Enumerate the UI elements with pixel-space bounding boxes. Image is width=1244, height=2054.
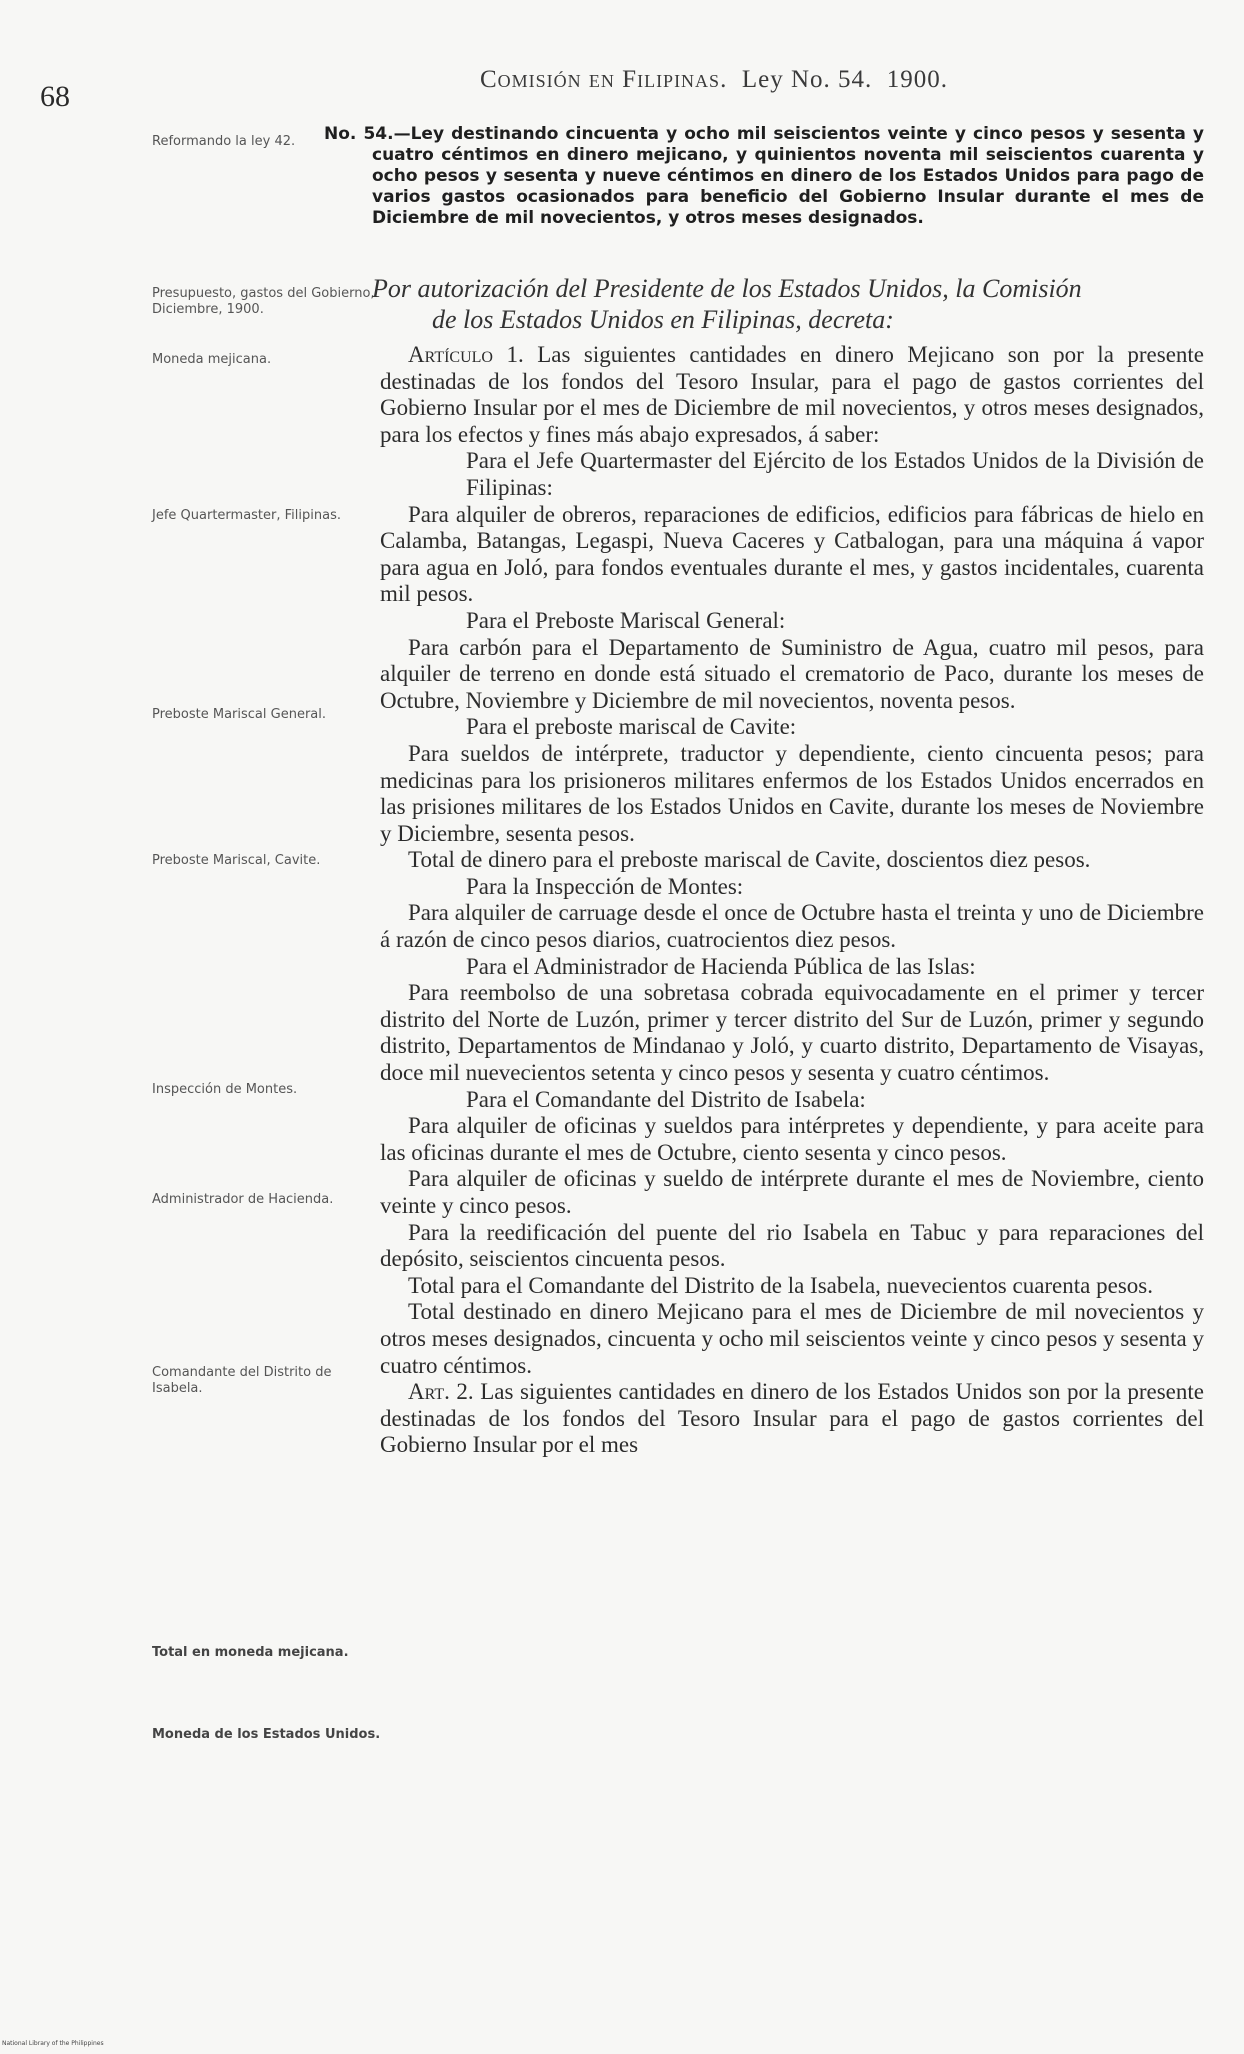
library-imprint: National Library of the Philippines — [2, 2040, 104, 2047]
article-2-label: Art. 2. — [408, 1379, 474, 1405]
article-1-label: Artículo 1. — [408, 342, 524, 367]
page-number: 68 — [40, 80, 70, 113]
margin-note-comandante-isabela: Comandante del Distrito de Isabela. — [152, 1365, 332, 1396]
jefe-heading: Para el Jefe Quartermaster del Ejército de los Estados Unidos de la División de Filipinas: — [466, 448, 1204, 500]
preboste-cavite-total: Total de dinero para el preboste mariscal de Cavite, doscientos diez pesos. — [408, 847, 1091, 873]
isabela-text-1: Para alquiler de oficinas y sueldos para intérpretes y dependiente, y para aceite para las oficinas durante el mes de Octubre, ciento sesenta y cinco pesos. — [380, 1113, 1204, 1165]
margin-note-moneda-mejicana: Moneda mejicana. — [152, 352, 272, 367]
margin-note-preboste-cavite: Preboste Mariscal, Cavite. — [152, 853, 321, 868]
isabela-text-3: Para la reedificación del puente del rio Isabela en Tabuc y para reparaciones del depósito, seiscientos cincuenta pesos. — [380, 1219, 1204, 1272]
margin-note-reformando: Reformando la ley 42. — [152, 134, 296, 149]
hacienda-text: Para reembolso de una sobretasa cobrada equivocadamente en el primer y tercer distrito del Norte de Luzón, primer y tercer distrito del Sur de Luzón, primer y segundo distrito, Departamentos de Mindanao y Joló, y cuarto distrito, Departamento de Visayas, doce mil nuevecientos setenta y cinco pesos y sesenta y cuatro céntimos. — [380, 980, 1204, 1086]
running-head-year: 1900. — [886, 66, 948, 93]
law-heading-text: No. 54.—Ley destinando cincuenta y ocho mil seiscientos veinte y cinco pesos y sesenta y cuatro céntimos en dinero mejicano, y quinientos noventa mil seiscientos cuarenta y ocho pesos y sesenta y nueve céntimos en dinero de los Estados Unidos para pago de varios gastos ocasionados para beneficio del Gobierno Insular durante el mes de Diciembre de mil novecientos, y otros meses designados. — [324, 124, 1204, 228]
preboste-general-heading: Para el Preboste Mariscal General: — [466, 607, 786, 633]
montes-text: Para alquiler de carruage desde el once de Octubre hasta el treinta y uno de Diciembre á razón de cinco pesos diarios, cuatrocientos diez pesos. — [380, 900, 1204, 953]
running-head-law: Ley No. 54. — [741, 66, 873, 93]
isabela-text-2: Para alquiler de oficinas y sueldo de intérprete durante el mes de Noviembre, ciento veinte y cinco pesos. — [380, 1166, 1204, 1218]
article-1-text: Las siguientes cantidades en dinero Mejicano son por la presente destinadas de los fondos del Tesoro Insular, para el pago de gastos corrientes del Gobierno Insular por el mes de Diciembre de mil novecientos, y otros meses designados, para los efectos y fines más abajo expresados, á saber: — [380, 342, 1205, 447]
article-2 — [380, 1379, 1204, 1459]
preboste-cavite-text: Para sueldos de intérprete, traductor y dependiente, ciento cincuenta pesos; para medicinas para los prisioneros militares enfermos de los Estados Unidos encerrados en las prisiones militares de los Estados Unidos en Cavite, durante los meses de Noviembre y Diciembre, sesenta pesos. — [380, 740, 1204, 846]
margin-note-preboste-general: Preboste Mariscal General. — [152, 707, 327, 722]
preboste-cavite-heading: Para el preboste mariscal de Cavite: — [466, 714, 797, 740]
isabela-heading: Para el Comandante del Distrito de Isabela: — [466, 1086, 866, 1112]
total-mejicano: Total destinado en dinero Mejicano para el mes de Diciembre de mil novecientos y otros meses designados, cincuenta y ocho mil seiscientos veinte y cinco pesos y sesenta y cuatro céntimos. — [380, 1299, 1204, 1378]
enacting-clause-line2: de los Estados Unidos en Filipinas, decreta: — [432, 305, 894, 334]
enacting-clause — [372, 273, 1204, 335]
article-2-text: Las siguientes cantidades en dinero de los Estados Unidos son por la presente destinadas de los fondos del Tesoro Insular para el pago de gastos corrientes del Gobierno Insular por el mes — [380, 1379, 1204, 1458]
margin-note-jefe-quartermaster: Jefe Quartermaster, Filipinas. — [152, 508, 341, 523]
isabela-total: Total para el Comandante del Distrito de la Isabela, nuevecientos cuarenta pesos. — [408, 1272, 1153, 1298]
margin-note-presupuesto: Presupuesto, gastos del Gobierno, Diciembre, 1900. — [152, 286, 375, 317]
margin-note-administrador-hacienda: Administrador de Hacienda. — [152, 1192, 334, 1207]
montes-heading: Para la Inspección de Montes: — [466, 873, 744, 899]
enacting-clause-line1: Por autorización del Presidente de los Estados Unidos, la Comisión — [372, 274, 1082, 303]
preboste-general-text: Para carbón para el Departamento de Suministro de Agua, cuatro mil pesos, para alquiler de terreno en donde está situado el crematorio de Paco, durante los meses de Octubre, Noviembre y Diciembre de mil novecientos, noventa pesos. — [380, 634, 1204, 713]
document-body — [380, 342, 1204, 1459]
hacienda-heading: Para el Administrador de Hacienda Pública de las Islas: — [466, 953, 976, 979]
article-1 — [380, 342, 1204, 448]
margin-note-total-mejicana: Total en moneda mejicana. — [152, 1645, 349, 1660]
law-heading — [324, 124, 1204, 229]
margin-note-moneda-eeuu: Moneda de los Estados Unidos. — [152, 1727, 381, 1742]
running-head — [480, 66, 948, 94]
jefe-text: Para alquiler de obreros, reparaciones de edificios, edificios para fábricas de hielo en Calamba, Batangas, Legaspi, Nueva Caceres y Catbalogan, para una máquina á vapor para agua en Joló, para fondos eventuales durante el mes, y gastos incidentales, cuarenta mil pesos. — [380, 501, 1204, 607]
running-head-commission: Comisión en Filipinas. — [480, 66, 728, 93]
margin-note-inspeccion-montes: Inspección de Montes. — [152, 1082, 298, 1097]
